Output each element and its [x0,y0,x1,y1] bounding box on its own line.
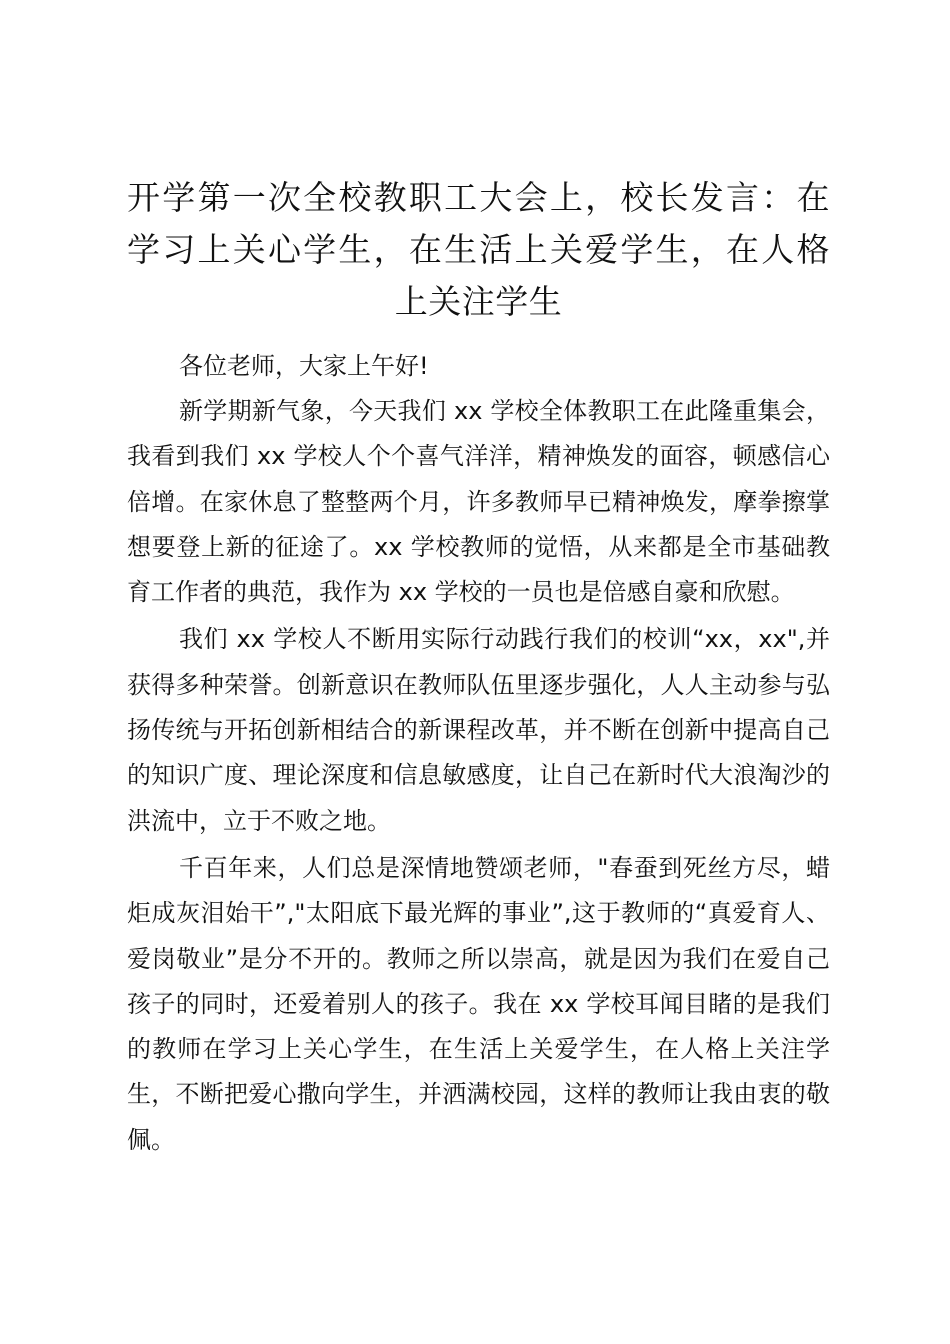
document-body [127,172,830,1163]
document-title: 开学第一次全校教职工大会上，校长发言：在学习上关心学生，在生活上关爱学生，在人格上关注学生 [127,178,830,321]
paragraph-2: 我们 xx 学校人不断用实际行动践行我们的校训“xx，xx",并获得多种荣誉。创新意识在教师队伍里逐步强化，人人主动参与弘扬传统与开拓创新相结合的新课程改革，并不断在创新中提高自己的知识广度、理论深度和信息敏感度，让自己在新时代大浪淘沙的洪流中，立于不败之地。 [127,625,830,835]
greeting-line: 各位老师，大家上午好! [179,352,429,380]
paragraph-1: 新学期新气象，今天我们 xx 学校全体教职工在此隆重集会，我看到我们 xx 学校人个个喜气洋洋，精神焕发的面容，顿感信心倍增。在家休息了整整两个月，许多教师早已精神焕发，摩拳擦掌想要登上新的征途了。xx 学校教师的觉悟，从来都是全市基础教育工作者的典范，我作为 xx 学校的一员也是倍感自豪和欣慰。 [127,397,830,607]
paragraph-3: 千百年来，人们总是深情地赞颂老师，"春蚕到死丝方尽，蜡炬成灰泪始干”,"太阳底下最光辉的事业”,这于教师的“真爱育人、爱岗敬业”是分不开的。教师之所以崇高，就是因为我们在爱自己孩子的同时，还爱着别人的孩子。我在 xx 学校耳闻目睹的是我们的教师在学习上关心学生，在生活上关爱学生，在人格上关注学生，不断把爱心撒向学生，并洒满校园，这样的教师让我由衷的敬佩。 [127,853,830,1154]
